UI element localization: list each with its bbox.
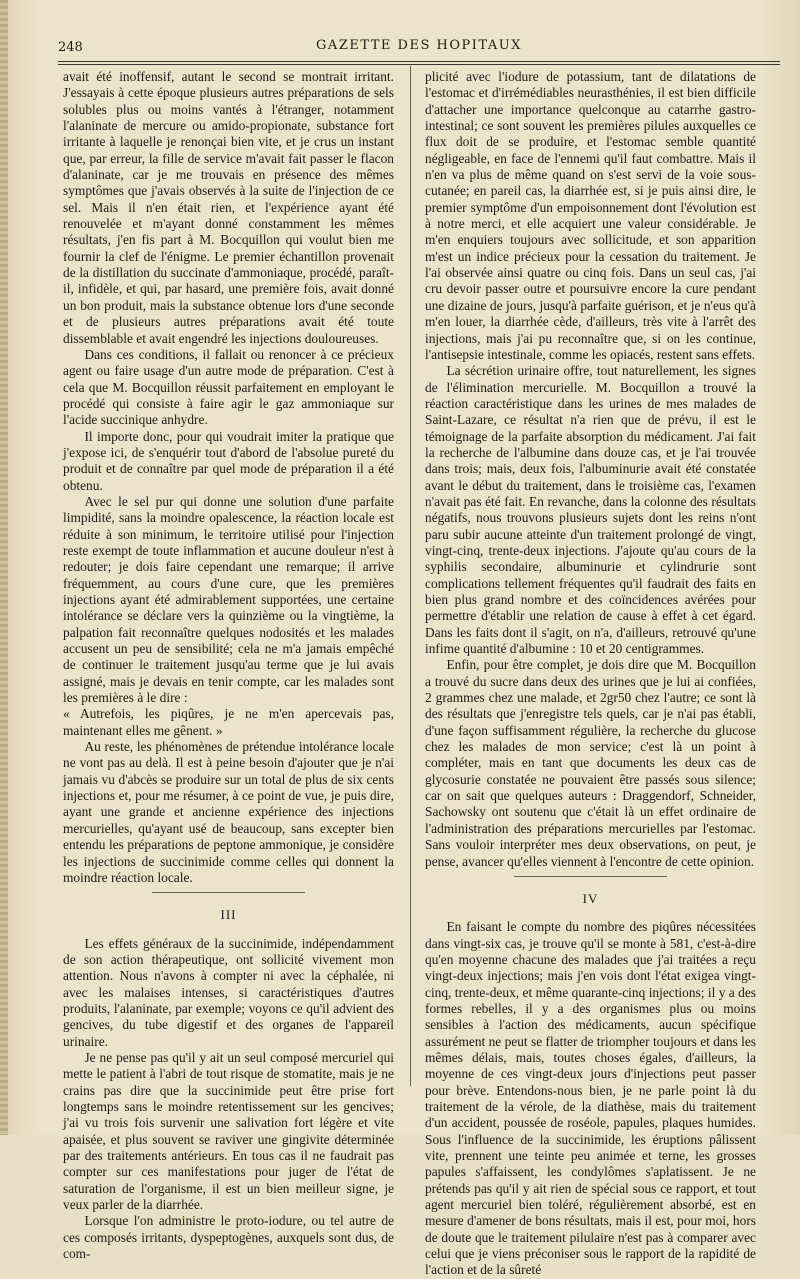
page-number: 248 [58,40,83,55]
paragraph: Lorsque l'on administre le proto-iodure, ou tel autre de ces composés irritants, dyspeptogènes, auxquels sont dus, de com- [63,1213,394,1262]
paragraph: plicité avec l'iodure de potassium, tant de dilatations de l'estomac et d'irrémédiables neurasthénies, il est bien difficile d'attacher une importance quelconque au catarrhe gastro-intestinal; ce sont souvent les premières pilules auxquelles ce flux doit de se produire, et l'estomac semble quantité négligeable, en face de l'ennemi qu'il faut combattre. Mais il n'en va plus de même quand on s'est servi de la voie sous-cutanée; en pareil cas, la diarrhée est, si je puis ainsi dire, le premier symptôme d'un empoisonnement dont l'évolution est à notre merci, et elle acquiert une valeur considérable. Je m'en enquiers toujours avec sollicitude, et son apparition m'est un indice précieux pour la cessation du traitement. Je l'ai observée ainsi quatre ou cinq fois. Dans un seul cas, j'ai cru devoir passer outre et poursuivre encore la cure pendant une dizaine de jours, jusqu'à parfaite guérison, et je n'eus qu'à m'en louer, la diarrhée cède, d'ailleurs, très vite à l'arrêt des injections, mais j'ai pu reconnaître que, si on les continue, l'antisepsie intestinale, comme les opiacés, restent sans effets. [425,69,756,362]
paragraph: avait été inoffensif, autant le second se montrait irritant. J'essayais à cette époque plusieurs autres préparations de sels solubles plus ou moins vantés à l'étranger, notamment l'alaninate de mercure ou amido-propionate, substance fort irritante à laquelle je renonçai bien vite, et je crus un instant que, par erreur, la fille de service m'avait fait passer le flacon d'alaninate, car je me trouvais en présence des mêmes symptômes que j'avais observés à la suite de l'injection de ce sel. Mais il n'en était rien, et l'expérience ayant été renouvelée et m'ayant donné constamment les mêmes résultats, j'en fis part à M. Bocquillon qui voulut bien me fournir la clef de l'énigme. Le premier échantillon provenait de la distillation du succinate d'ammoniaque, procédé, paraît-il, infidèle, et qui, par hasard, une première fois, avait donné un bon produit, mais la substance obtenue lors d'une seconde et de plusieurs autres préparations avait été toute dissemblable et avait engendré les injections douloureuses. [63,69,394,346]
paragraph: Avec le sel pur qui donne une solution d'une parfaite limpidité, sans la moindre opalescence, la réaction locale est réduite à son minimum, le territoire utilisé pour l'injection reste exempt de toute inflammation et aucune douleur n'est à redouter; je dois faire cependant une remarque; il arrive fréquemment, au cours d'une cure, que les premières injections ayant été admirablement supportées, une certaine intolérance se déclare vers la quinzième ou la vingtième, la palpation fait reconnaître quelques nodosités et les malades accusent un peu de sensibilité; cela ne m'a jamais empêché de continuer le traitement jusqu'au terme que je lui avais assigné, mais je devais en tenir compte, car les malades sont les premières à le dire : [63,493,394,706]
section-heading-iv: IV [582,890,599,906]
column-divider [410,66,411,1086]
header-rule-bottom [58,64,780,65]
section-rule [514,876,666,877]
paragraph: Je ne pense pas qu'il y ait un seul composé mercuriel qui mette le patient à l'abri de tout risque de stomatite, mais je ne crains pas dire que la succinimide peut être prise fort longtemps sans le moindre retentissement sur les gencives; j'ai vu trois fois survenir une salivation fort légère et vite apaisée, et plus souvent se raviver une gingivite déterminée par des traitements antérieurs. En tous cas il ne faudrait pas compter sur ces manifestations pour juger de l'état de saturation de l'organisme, il est un bien meilleur signe, je veux parler de la diarrhée. [63,1049,394,1213]
section-rule [152,892,304,893]
section-heading-iii: III [220,907,237,923]
running-title: GAZETTE DES HOPITAUX [316,38,522,53]
paragraph: Au reste, les phénomènes de prétendue intolérance locale ne vont pas au delà. Il est à peine besoin d'ajouter que je n'ai jamais vu d'abcès se produire sur un total de plus de six cents injections et, pour me résumer, à ce point de vue, je puis dire, ayant une grande et ancienne expérience des injections mercurielles, qu'ayant usé de beaucoup, sans excepter bien entendu les préparations de peptone ammonique, je considère les injections de succinimide comme celles qui donnent la moindre réaction locale. [63,739,394,885]
paragraph: En faisant le compte du nombre des piqûres nécessitées dans vingt-six cas, je trouve qu'il se monte à 581, c'est-à-dire qu'en moyenne chacune des malades que j'ai traitées a reçu vingt-deux injections; mais j'en vois dont l'état exigea vingt-cinq, trente-deux, et même quarante-cinq injections; il y a des formes rebelles, il y a des organismes plus ou moins sensibles à l'action des médicaments, aucun spécifique assurément ne peut se flatter de triompher toujours et dans les mêmes délais, mais, toutes choses égales, d'ailleurs, la moyenne de ces vingt-deux jours d'injections peut passer pour brève. Entendons-nous bien, je ne parle point là du traitement de la vérole, de la diathèse, mais du traitement d'un accident, poussée de roséole, papules, plaques humides. Sous l'influence de la succinimide, les éruptions pâlissent vite, prennent une teinte peu animée et terne, les grosses papules s'affaissent, les condylômes s'aplatissent. Je ne prétends pas qu'il y ait rien de spécial sous ce rapport, et tout agent mercuriel bien toléré, régulièrement absorbé, est en mesure d'amener de bons résultats, mais il est, pour moi, hors de doute que le traitement pilulaire n'est pas à comparer avec celui que je viens préconiser sous le rapport de la rapidité de l'action et de la sûreté [425,919,756,1278]
left-column [63,69,394,1262]
paragraph: Il importe donc, pour qui voudrait imiter la pratique que j'expose ici, de s'enquérir tout d'abord de l'absolue pureté du produit et de connaître par quel mode de préparation il a été obtenu. [63,428,394,493]
header-rule-top [58,61,780,62]
page-binding-edge [0,0,8,1135]
page-header [58,36,780,56]
paragraph: Les effets généraux de la succinimide, indépendamment de son action thérapeutique, ont sollicité vivement mon attention. Nous n'avons à compter ni avec la céphalée, ni avec les malaises intenses, si caractéristiques d'autres produits, l'alaninate, par exemple; voyons ce qu'il advient des gencives, du tube digestif et des organes de l'appareil urinaire. [63,935,394,1049]
paragraph: La sécrétion urinaire offre, tout naturellement, les signes de l'élimination mercurielle. M. Bocquillon a trouvé la réaction caractéristique dans les urines de mes malades de Saint-Lazare, ce résultat n'a rien que de prévu, il est le témoignage de la parfaite absorption du médicament. J'ai fait la recherche de l'albumine dans douze cas, et je l'ai trouvée dans trois; mais, deux fois, l'albuminurie avait été constatée avant le début du traitement, dans le troisième cas, l'examen n'avait pas été fait. En revanche, dans la colonne des résultats négatifs, nous trouvons plusieurs sujets dont les reins n'ont paru subir aucune atteinte d'un traitement prolongé de vingt, vingt-cinq, trente-deux injections. J'ajoute qu'au cours de la syphilis secondaire, albuminurie et cylindrurie sont complications tellement fréquentes qu'il faudrait des faits en bien plus grand nombre et des coïncidences avérées pour permettre d'établir une relation de cause à effet à cet égard. Dans les faits dont il s'agit, on n'a, d'ailleurs, retrouvé qu'une infime quantité d'albumine : 10 et 20 centigrammes. [425,363,756,657]
paragraph: Enfin, pour être complet, je dois dire que M. Bocquillon a trouvé du sucre dans deux des urines que je lui ai confiées, 2 grammes chez une malade, et 2gr50 chez l'autre; ce sont là des résultats que j'enregistre tels quels, car je n'ai pas établi, d'une façon suffisamment régulière, la recherche du glucose chez les malades de mon service; c'est là un point à compléter, mais en tant que documents les deux cas de glycosurie constatée ne pouvaient être passés sous silence; car on sait que quelques auteurs : Draggendorf, Schneider, Sachowsky ont soutenu que c'était là un effet ordinaire de l'administration des préparations mercurielles par l'estomac. Sans vouloir interpréter mes deux observations, on peut, je pense, avancer qu'elles viennent à l'encontre de cette opinion. [425,657,756,869]
right-column [425,69,756,1279]
paragraph: Dans ces conditions, il fallait ou renoncer à ce précieux agent ou faire usage d'un autre mode de préparation. C'est à cela que M. Bocquillon réussit parfaitement en employant le procédé qui consiste à faire agir le gaz ammoniaque sur l'acide succinique anhydre. [63,346,394,428]
quotation: « Autrefois, les piqûres, je ne m'en apercevais pas, maintenant elles me gênent. » [63,706,394,738]
